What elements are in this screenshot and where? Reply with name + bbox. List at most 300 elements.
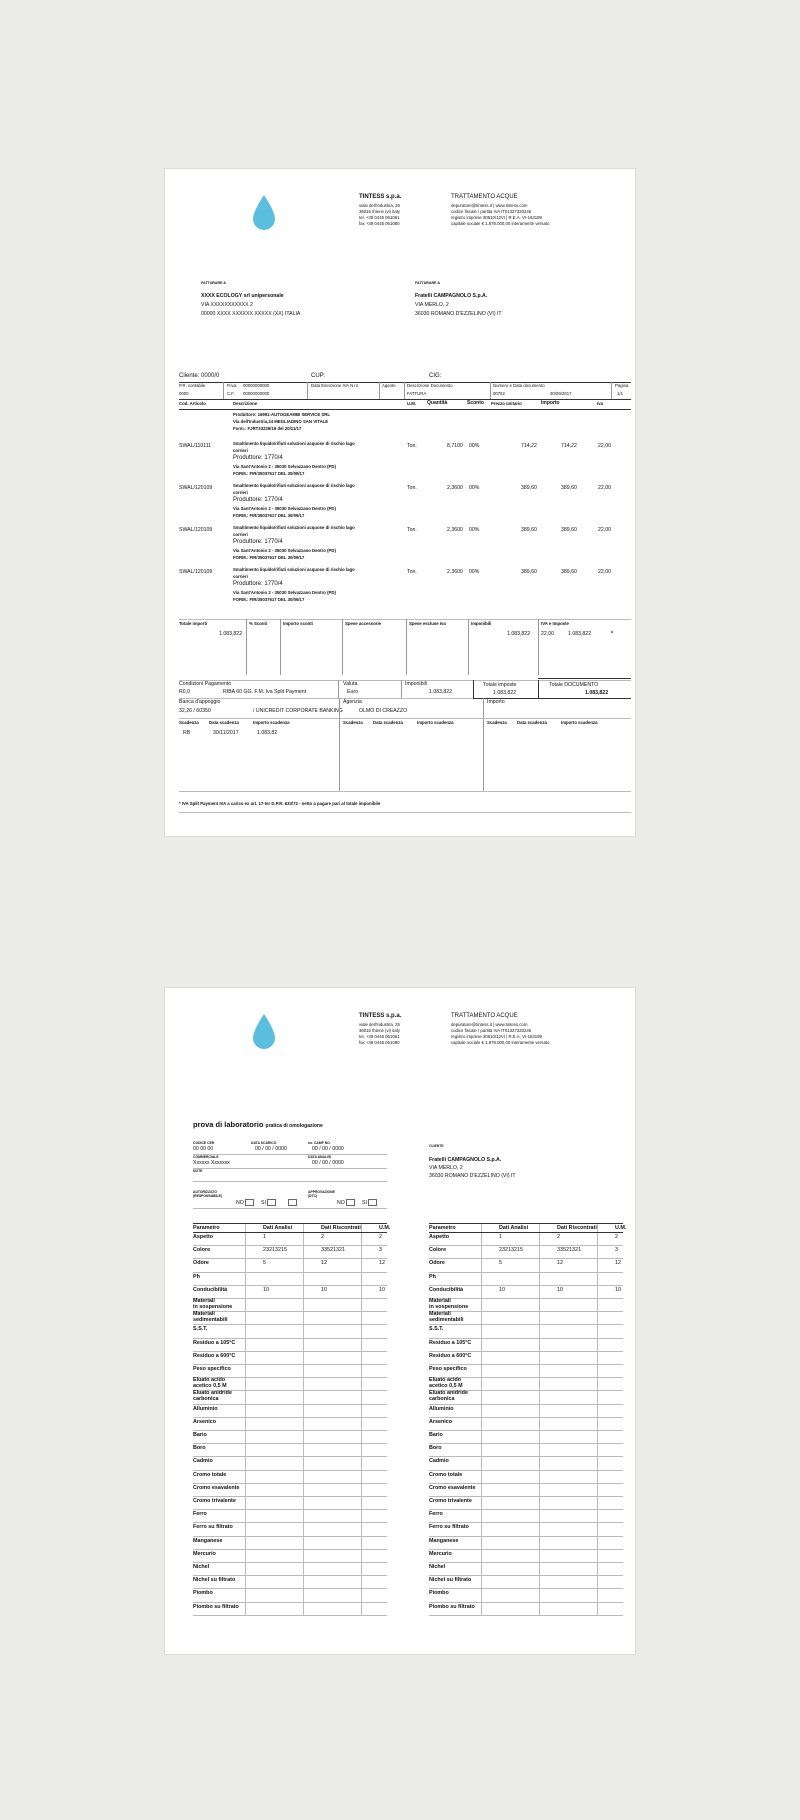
cf-label: C.F.: [227, 391, 235, 396]
lab-page: [164, 987, 636, 1655]
lab-table-row: [429, 1325, 623, 1338]
autorizz-si-option: [261, 1199, 276, 1207]
item-description-2: corrieri: [233, 448, 248, 453]
lab-cell-value[interactable]: 12: [557, 1260, 563, 1267]
item-discount: 00%: [469, 443, 480, 449]
scad-label-2: Scadenza: [343, 720, 363, 725]
lab-param-name: Nichel: [193, 1564, 210, 1570]
imponibili-label: Imponibili: [471, 621, 492, 626]
lab-cell-value[interactable]: 33521321: [557, 1247, 581, 1254]
lab-table-row: [429, 1497, 623, 1510]
lab-cell-value[interactable]: 2: [379, 1234, 382, 1240]
imp-scad-label-3: Importo scadenza: [561, 720, 598, 725]
invoice-page: [164, 168, 636, 837]
col-quantita: Quantità: [427, 400, 448, 406]
lab-table-row: [193, 1537, 387, 1550]
shipping-label: FATTURARE A: [415, 281, 440, 285]
lab-table-row: [429, 1563, 623, 1576]
company-address-2: 36016 thiene (vi) italy: [359, 209, 400, 214]
company-email[interactable]: depuratore@tintess.it: [451, 203, 492, 208]
lab-param-name: Materiali sedimentabili: [429, 1311, 464, 1323]
lab-table-row: [429, 1391, 623, 1404]
imp-scad-label-2: Importo scadenza: [417, 720, 454, 725]
lab-table-row: [429, 1339, 623, 1352]
imp-scad-label-1: Importo scadenza: [253, 720, 290, 725]
banca-label: Banca d'appoggio: [179, 699, 221, 705]
lab-cell-value[interactable]: 2: [615, 1234, 618, 1240]
banca-code: 32,26 / 60350: [179, 708, 211, 714]
footnote: * IVA Split Payment IVA a carico ex art. 17-ter D.P.R. 633/72 - netto a pagare pari al totale imponibile: [179, 801, 381, 806]
lab-param-name: Conducibilità: [429, 1286, 464, 1293]
lab-table-row: [193, 1523, 387, 1536]
lab-param-name: Manganese: [193, 1537, 223, 1544]
lab-table-row: [429, 1457, 623, 1470]
item-um: Ton.: [407, 527, 417, 533]
lab-param-name: Odore: [193, 1260, 209, 1267]
lab-param-name: Arsenico: [429, 1418, 453, 1425]
lab-cell-value[interactable]: 10: [557, 1286, 563, 1293]
lab-table-row: [429, 1471, 623, 1484]
lab-param-name: Ph: [429, 1273, 436, 1280]
item-address: Via Sant'Antonio 2 - 35030 Selvazzano Dentro (PD): [233, 506, 336, 511]
lab-table-row: [429, 1378, 623, 1391]
lab-param-name: Eluato acido acetico 0,5 M: [193, 1377, 227, 1389]
billing-address-1: VIA XXXXXXXXXXX 2: [201, 302, 253, 308]
item-code: SWAL/120109: [179, 569, 213, 575]
tot-imposte-value: 1.083,822: [493, 690, 517, 696]
lab-cell-value[interactable]: 3: [615, 1247, 618, 1254]
company-address-1: viale dell'industria, 25: [359, 1022, 400, 1027]
lab-param-name: Piombo: [193, 1590, 213, 1597]
approv-no-checkbox[interactable]: [346, 1199, 355, 1206]
agenzia-value: OLMO DI CREAZZO: [359, 708, 408, 714]
item-description-2: corrieri: [233, 574, 248, 579]
item-quantity: 2,3600: [447, 485, 463, 491]
approv-no-option: [337, 1199, 355, 1207]
col-sconto: Sconto: [467, 400, 484, 406]
company-contacts-2: codice fiscale / partita IVA IT01327320246: [451, 209, 532, 214]
company-phone: tel. +39 0445 061061: [359, 215, 400, 220]
cliente-code: Cliente: 0000/0: [179, 373, 220, 379]
codice-cer-label: CODICE CER: [193, 1141, 215, 1145]
lab-cell-value[interactable]: 5: [263, 1260, 266, 1267]
item-um: Ton.: [407, 569, 417, 575]
item-vat: 22,00: [598, 527, 611, 533]
item-description-2: corrieri: [233, 532, 248, 537]
lab-cell-value[interactable]: 5: [499, 1260, 502, 1267]
lab-param-name: Bario: [429, 1432, 443, 1438]
company-name: TINTESS s.p.a.: [359, 1013, 402, 1019]
imponibili2-label: Imponibili: [405, 681, 427, 687]
lab-param-name: S.S.T.: [429, 1326, 444, 1333]
no-label: NO: [337, 1199, 345, 1206]
imponibili2-value: 1.083,822: [429, 689, 453, 695]
lab-param-name: Residuo a 600°C: [429, 1352, 472, 1359]
item-quantity: 2,3600: [447, 527, 463, 533]
company-contacts-1: depuratore@tintess.it | www.tintess.com: [451, 1022, 528, 1027]
lab-table-row: [193, 1405, 387, 1418]
item-um: Ton.: [407, 443, 417, 449]
cond-pag-code: R0,0: [179, 689, 190, 695]
lab-param-name: Aspetto: [429, 1234, 450, 1240]
division-title: TRATTAMENTO ACQUE: [451, 194, 518, 200]
item-description-2: corrieri: [233, 490, 248, 495]
lab-table-row: [429, 1405, 623, 1418]
lab-table-row: [193, 1259, 387, 1272]
lab-param-name: Piombo su filtrato: [429, 1603, 475, 1610]
lab-param-name: Eluato anidride carbonica: [429, 1390, 468, 1403]
company-address-1: viale dell'industria, 25: [359, 203, 400, 208]
lab-table-row: [193, 1576, 387, 1589]
shipping-name: Fratelli CAMPAGNOLO S.p.A.: [415, 293, 488, 299]
pr-contabile-value: 0000: [179, 391, 189, 396]
autorizz-extra-checkbox[interactable]: [288, 1199, 297, 1206]
lab-table-row: [193, 1299, 387, 1312]
tot-importi-value: 1.083,822: [219, 631, 243, 637]
lab-table-row: [429, 1233, 623, 1246]
lab-table-row: [429, 1523, 623, 1536]
camp-value[interactable]: 00 / 00 / 0000: [312, 1146, 344, 1152]
lab-param-name: Alluminio: [193, 1405, 218, 1412]
lab-param-name: Ferro su filtrato: [429, 1524, 469, 1531]
col-iva: Iva: [597, 401, 603, 406]
lab-param-name: Cromo trivalente: [429, 1498, 472, 1504]
lab-param-name: Cromo esavalente: [193, 1484, 240, 1491]
col-um: U.M.: [407, 401, 417, 406]
importo-label: Importo: [487, 699, 505, 705]
lab-title-main: prova di laboratorio: [193, 1120, 264, 1129]
lab-param-name: Nichel: [429, 1564, 446, 1570]
cup-label: CUP:: [311, 373, 326, 379]
company-contacts-3: registro imprese 30610/12VI | R.E.A. VI-163199: [451, 1034, 542, 1039]
cliente-address-2: 36030 ROMANO D'EZZELINO (VI) IT: [429, 1173, 516, 1179]
lab-param-name: Colore: [429, 1247, 447, 1254]
item-description: Smaltimento liquido/rifiuti soluzioni acquose di rischio lago: [233, 483, 355, 488]
lab-param-name: Piombo su filtrato: [193, 1603, 239, 1610]
data-analisi-label: DATA ANALISI: [308, 1155, 332, 1159]
tot-imposte-label: Totale imposte: [483, 682, 517, 688]
lab-table-row: [193, 1457, 387, 1470]
approv-label-2: (DTC): [308, 1194, 318, 1198]
item-price: 389,60: [521, 485, 537, 491]
note-label: NOTE: [193, 1169, 203, 1173]
valuta-label: Valuta: [343, 681, 358, 687]
lab-param-name: Ph: [193, 1273, 200, 1280]
lab-header-cell: U.M.: [615, 1225, 627, 1231]
lab-cell-value[interactable]: 10: [499, 1286, 505, 1293]
commerciale-value[interactable]: Xxxxxx Xxxxxxx: [193, 1160, 230, 1166]
col-articolo: Cod. Articolo: [179, 401, 206, 406]
importo-sconti-label: Importo sconti: [283, 621, 313, 626]
piva-value: 00000000000: [243, 383, 270, 388]
lab-header-cell: Dati Analisi: [499, 1225, 529, 1231]
company-name: TINTESS s.p.a.: [359, 194, 402, 200]
item-discount: 00%: [469, 485, 480, 491]
lab-param-name: Residuo a 105°C: [429, 1339, 472, 1346]
si-label: SI: [261, 1199, 266, 1206]
lab-header-cell: Parametro: [429, 1225, 456, 1231]
shipping-address-2: 36030 ROMANO D'EZZELINO (VI) IT: [415, 311, 502, 317]
lab-table-row: [193, 1431, 387, 1444]
lab-param-name: Eluato anidride carbonica: [193, 1390, 232, 1403]
lab-param-name: Materiali in sospensione: [193, 1298, 233, 1310]
billing-label: FATTURARE A: [201, 281, 226, 285]
lab-param-name: Nichel su filtrato: [193, 1577, 236, 1584]
commerciale-label: COMMERCIALE: [193, 1155, 219, 1159]
lab-cell-value[interactable]: 10: [321, 1286, 327, 1293]
item-um: Ton.: [407, 485, 417, 491]
lab-table-row: [193, 1484, 387, 1497]
lab-table-row: [193, 1378, 387, 1391]
lab-param-name: Cromo trivalente: [193, 1498, 236, 1504]
si-label: SI: [362, 1199, 367, 1206]
lab-header-cell: Dati Riscontrati: [557, 1225, 597, 1231]
company-phone: tel. +39 0445 061061: [359, 1034, 400, 1039]
lab-table-row: [429, 1286, 623, 1299]
descr-doc-value: FATTURA: [407, 391, 427, 396]
scad-code: RB: [183, 730, 191, 736]
lab-param-name: Arsenico: [193, 1418, 217, 1425]
item-description: Smaltimento liquido/rifiuti soluzioni acquose di rischio lago: [233, 441, 355, 446]
data-analisi-value[interactable]: 00 / 00 / 0000: [312, 1160, 344, 1166]
autorizz-no-checkbox[interactable]: [245, 1199, 254, 1206]
imponibili-value: 1.083,822: [507, 631, 531, 637]
lab-table-row: [193, 1497, 387, 1510]
pagina-label: Pagina: [615, 383, 629, 388]
lab-param-name: Eluato acido acetico 0,5 M: [429, 1377, 463, 1389]
lab-cell-value[interactable]: 3: [379, 1247, 382, 1254]
approv-label-1: APPROVAZIONE: [308, 1190, 335, 1194]
lab-table-row: [429, 1444, 623, 1457]
scad-label-3: Scadenza: [487, 720, 507, 725]
lab-param-name: Boro: [429, 1445, 442, 1452]
lab-param-name: Cadmio: [193, 1458, 213, 1465]
cliente-label: CLIENTE: [429, 1144, 444, 1148]
camp-label: ns. CAMP NO.: [308, 1141, 331, 1145]
lab-table-row: [193, 1418, 387, 1431]
lab-param-name: Mercurio: [429, 1550, 452, 1557]
lab-table-row: [429, 1576, 623, 1589]
lab-param-name: Colore: [193, 1247, 211, 1254]
lab-param-name: Ferro su filtrato: [193, 1524, 233, 1531]
lab-table-row: [429, 1312, 623, 1325]
agente-label: Agente: [382, 383, 396, 388]
item-discount: 00%: [469, 569, 480, 575]
shipping-address-1: VIA MERLO, 2: [415, 302, 449, 308]
intro-line-1: Produttore: 16991-AUTOGEAMBI SERVICE SRL: [233, 412, 331, 417]
lab-table-row: [193, 1325, 387, 1338]
intro-line-3: Form.: FJRT33229/16 del 20/11/17: [233, 426, 302, 431]
spese-acc-label: Spese accessorie: [345, 621, 382, 626]
lab-table-row: [193, 1510, 387, 1523]
item-amount: 389,60: [561, 569, 577, 575]
item-producer: Produttore: 1770/4: [233, 497, 283, 503]
company-fax: fax +39 0445 061080: [359, 221, 400, 226]
lab-table-row: [193, 1233, 387, 1246]
lab-table-row: [193, 1339, 387, 1352]
data-scad-label-2: Data scadenza: [373, 720, 403, 725]
no-label: NO: [236, 1199, 244, 1206]
lab-cell-value[interactable]: 2: [321, 1234, 324, 1240]
lab-cell-value[interactable]: 1: [263, 1234, 266, 1240]
descr-doc-label: Descrizione Documento: [407, 383, 453, 388]
lab-param-name: Ferro: [429, 1511, 443, 1518]
lab-table-row: [429, 1352, 623, 1365]
lab-cell-value[interactable]: 10: [263, 1286, 269, 1293]
lab-param-name: Peso specifico: [193, 1366, 231, 1372]
lab-table-row: [193, 1286, 387, 1299]
cig-label: CIG:: [429, 373, 442, 379]
lab-table-header: [429, 1223, 627, 1233]
lab-table-row: [193, 1550, 387, 1563]
lab-table-row: [429, 1299, 623, 1312]
tot-doc-label: Totale DOCUMENTO: [549, 682, 599, 688]
lab-param-name: Cromo totale: [429, 1471, 463, 1478]
lab-param-name: Peso specifico: [429, 1366, 467, 1372]
autorizz-extra-option: [288, 1199, 297, 1207]
lab-param-name: Cadmio: [429, 1458, 449, 1465]
col-prezzo: Prezzo unitario: [491, 401, 522, 406]
lab-param-name: Residuo a 105°C: [193, 1339, 236, 1346]
company-contacts-3: registro imprese 30610/12VI | R.E.A. VI-163199: [451, 215, 542, 220]
division-title: TRATTAMENTO ACQUE: [451, 1013, 518, 1019]
item-form: FORM.: FIR/35037617 DEL 30/09/17: [233, 597, 305, 602]
item-price: 389,60: [521, 527, 537, 533]
sconti-label: % Sconti: [249, 621, 268, 626]
num-data-label: Numero e Data documento: [493, 383, 545, 388]
lab-cell-value[interactable]: 23213215: [263, 1247, 287, 1254]
lab-cell-value[interactable]: 2: [557, 1234, 560, 1240]
autorizz-si-checkbox[interactable]: [267, 1199, 276, 1206]
item-producer: Produttore: 1770/4: [233, 455, 283, 461]
scad-amount: 1.083,82: [257, 730, 278, 736]
spese-esc-label: Spese escluse Iva: [409, 621, 446, 626]
lab-header-cell: Dati Riscontrati: [321, 1225, 361, 1231]
lab-table-row: [429, 1510, 623, 1523]
codice-cer-value[interactable]: 00 00 00: [193, 1146, 214, 1152]
pagina-value: 1/1: [617, 391, 623, 396]
item-code: SWAL/110111: [179, 443, 212, 449]
lab-cell-value[interactable]: 1: [499, 1234, 502, 1240]
item-form: FORM.: FIR/35037617 DEL 30/09/17: [233, 555, 305, 560]
lab-table-row: [429, 1418, 623, 1431]
lab-table-row: [429, 1273, 623, 1286]
item-code: SWAL/120109: [179, 485, 213, 491]
lab-param-name: Bario: [193, 1432, 207, 1438]
lab-table-row: [429, 1431, 623, 1444]
item-quantity: 2,3600: [447, 569, 463, 575]
lab-param-name: Cromo esavalente: [429, 1484, 476, 1491]
scad-label-1: Scadenza: [179, 720, 199, 725]
valuta-value: Euro: [347, 689, 358, 695]
item-code: SWAL/120109: [179, 527, 213, 533]
iva-mark: *: [611, 631, 614, 637]
water-drop-icon: [251, 1013, 277, 1051]
doc-date: 30/09/2017: [550, 391, 572, 396]
item-amount: 389,60: [561, 527, 577, 533]
item-address: Via Sant'Antonio 2 - 35030 Selvazzano Dentro (PD): [233, 590, 336, 595]
item-amount: 389,60: [561, 485, 577, 491]
lab-param-name: Boro: [193, 1445, 206, 1452]
company-website[interactable]: www.tintess.com: [495, 203, 528, 208]
approv-si-checkbox[interactable]: [368, 1199, 377, 1206]
item-quantity: 8,7100: [447, 443, 463, 449]
item-producer: Produttore: 1770/4: [233, 539, 283, 545]
iva-rate: 22,00: [541, 631, 554, 637]
billing-address-2: 00000 XXXX XXXXXX XXXXX (XX) ITALIA: [201, 311, 301, 317]
item-amount: 714,22: [561, 443, 577, 449]
approv-si-option: [362, 1199, 377, 1207]
item-form: FORM.: FIR/35037617 DEL 30/09/17: [233, 513, 305, 518]
cliente-address-1: VIA MERLO, 2: [429, 1165, 463, 1171]
pr-contabile-label: P.R. contabile: [179, 383, 206, 388]
lab-table-row: [193, 1471, 387, 1484]
lab-cell-value[interactable]: 12: [615, 1260, 621, 1267]
lab-subtitle: pratica di omologazione: [265, 1123, 323, 1129]
lab-cell-value[interactable]: 12: [321, 1260, 327, 1267]
intro-line-2: Via dell'Industria,24 MEGLIADINO SAN VITALE: [233, 419, 329, 424]
item-price: 714,22: [521, 443, 537, 449]
lab-table-row: [193, 1563, 387, 1576]
lab-param-name: S.S.T.: [193, 1326, 208, 1333]
item-address: Via Sant'Antonio 2 - 35030 Selvazzano Dentro (PD): [233, 548, 336, 553]
cond-pag-label: Condizioni Pagamento: [179, 681, 232, 687]
item-vat: 22,00: [598, 569, 611, 575]
lab-cell-value[interactable]: 10: [615, 1286, 621, 1293]
lab-cell-value[interactable]: 10: [379, 1286, 385, 1293]
item-producer: Produttore: 1770/4: [233, 581, 283, 587]
autorizz-label-1: AUTORIZZATO: [193, 1190, 217, 1194]
esenzione-label: Data Esenzione IVA N.ro: [311, 383, 359, 388]
agenzia-label: Agenzia: [343, 699, 362, 705]
autorizz-no-option: [236, 1199, 254, 1207]
lab-table-row: [429, 1550, 623, 1563]
doc-number: 00752: [493, 391, 505, 396]
item-discount: 00%: [469, 527, 480, 533]
col-importo: Importo: [541, 400, 560, 406]
lab-cell-value[interactable]: 23213215: [499, 1247, 523, 1254]
data-scarico-label: DATA SCARICO: [251, 1141, 277, 1145]
lab-table-row: [193, 1273, 387, 1286]
data-scad-label-3: Data scadenza: [517, 720, 547, 725]
item-vat: 22,00: [598, 443, 611, 449]
item-description: Smaltimento liquido/rifiuti soluzioni acquose di rischio lago: [233, 525, 355, 530]
iva-amount: 1.083,822: [568, 631, 592, 637]
lab-header-cell: Dati Analisi: [263, 1225, 293, 1231]
data-scarico-value[interactable]: 00 / 00 / 0000: [255, 1146, 287, 1152]
lab-param-name: Conducibilità: [193, 1286, 228, 1293]
autorizz-label-2: (RESPONSABILE): [193, 1194, 223, 1198]
cf-value: 00000000000: [243, 391, 270, 396]
lab-cell-value[interactable]: 33521321: [321, 1247, 345, 1254]
lab-table-row: [193, 1589, 387, 1602]
banca-name: / UNICREDIT CORPORATE BANKING: [253, 708, 343, 714]
lab-cell-value[interactable]: 12: [379, 1260, 385, 1267]
lab-table-row: [193, 1391, 387, 1404]
lab-table-row: [429, 1246, 623, 1259]
lab-header-cell: Parametro: [193, 1225, 220, 1231]
lab-param-name: Materiali sedimentabili: [193, 1311, 228, 1323]
lab-table-row: [193, 1312, 387, 1325]
piva-label: P.iva:: [227, 383, 238, 388]
billing-name: XXXX ECOLOGY srl unipersonale: [201, 293, 284, 299]
cond-pag-value: RIBA 60 GG. F.M. Iva Split Payment: [223, 689, 307, 695]
company-contacts-1: depuratore@tintess.it | www.tintess.com: [451, 203, 528, 208]
company-contacts-4: capitale sociale € 1.878.000,00 interamente versato: [451, 1040, 550, 1045]
scad-date: 30/11/2017: [213, 730, 239, 736]
cliente-name: Fratelli CAMPAGNOLO S.p.A.: [429, 1157, 502, 1163]
lab-table-row: [429, 1537, 623, 1550]
